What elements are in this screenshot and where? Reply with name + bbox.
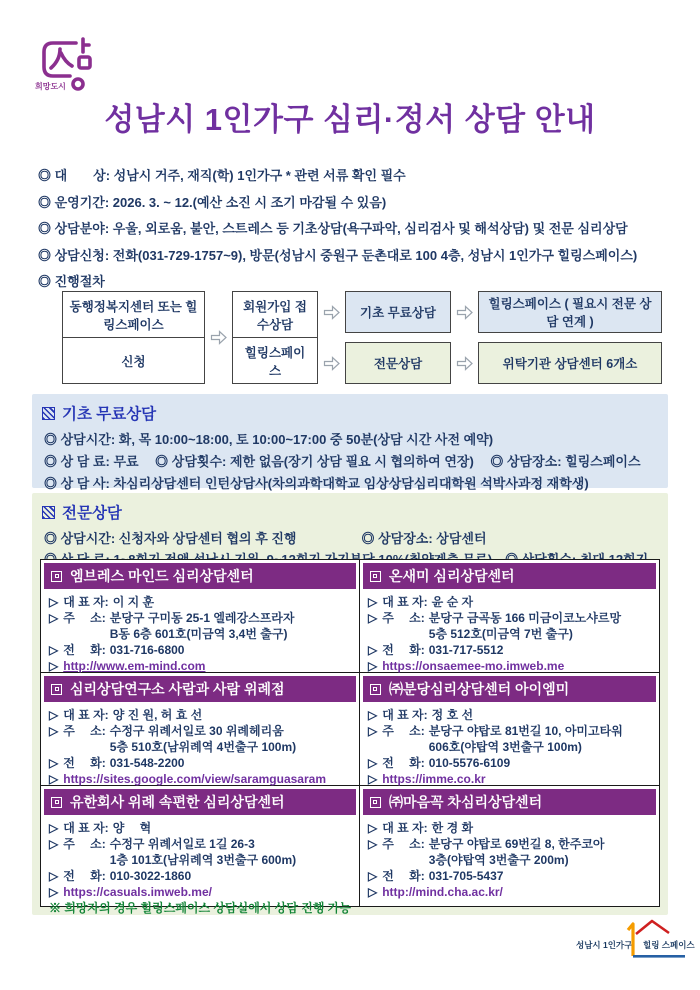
nested-square-icon	[370, 684, 381, 695]
center-ceo-row: ▷ 대 표 자: 양 혁	[49, 821, 152, 835]
city-brand-text: 희망도시	[35, 82, 66, 91]
footer-logo-left-text: 성남시 1인가구	[576, 940, 633, 950]
triangle-bullet-icon: ▷	[49, 772, 59, 786]
center-card-header	[363, 563, 656, 589]
triangle-bullet-icon: ▷	[367, 821, 378, 835]
nested-square-icon	[51, 797, 62, 808]
center-ceo-row: ▷ 대 표 자: 윤 순 자	[367, 595, 474, 609]
overview-target: ◎ 대 상: 성남시 거주, 재직(학) 1인가구 * 관련 서류 확인 필수	[38, 168, 406, 183]
triangle-bullet-icon: ▷	[49, 595, 59, 609]
center-card-body	[41, 818, 359, 918]
center-card	[41, 673, 359, 785]
flow-intake-bottom: 힐링스페이스	[244, 345, 306, 378]
center-name: ㈜마음꼭 차심리상담센터	[388, 794, 543, 810]
flow-intake-top: 회원가입 접수상담	[233, 292, 317, 338]
center-name: 유한회사 위례 속편한 심리상담센터	[70, 794, 285, 810]
triangle-bullet-icon: ▷	[367, 659, 378, 673]
basic-hours: ◎ 상담시간: 화, 목 10:00~18:00, 토 10:00~17:00 중 50분(상담 시간 사전 예약)	[44, 432, 494, 447]
center-card-header	[44, 789, 356, 815]
center-website-row	[49, 658, 351, 674]
center-card-body	[360, 705, 659, 789]
center-address-row: ▷ 주 소: 분당구 야탑로 69번길 8, 한주코아 3층(야탑역 3번출구 200m)	[367, 837, 605, 867]
center-website-link[interactable]: http://mind.cha.ac.kr/	[382, 885, 503, 899]
flow-arrow-icon	[209, 291, 228, 384]
overview-list	[38, 163, 637, 296]
center-website-row	[368, 771, 651, 787]
nested-square-icon	[51, 684, 62, 695]
triangle-bullet-icon: ▷	[49, 821, 59, 835]
center-address-row: ▷ 주 소: 분당구 야탑로 81번길 10, 아미고타워 606호(야탑역 3번출구 100m)	[367, 724, 623, 754]
center-card-header	[44, 563, 356, 589]
center-website-row	[368, 884, 651, 900]
nested-square-icon	[370, 797, 381, 808]
flow-basic-path	[322, 291, 662, 333]
center-name: 온새미 심리상담센터	[388, 568, 515, 584]
pro-section-title: 전문상담	[62, 505, 122, 522]
triangle-bullet-icon: ▷	[49, 724, 59, 738]
overview-process-label: ◎ 진행절차	[38, 274, 105, 289]
center-website-row	[368, 658, 651, 674]
hatched-square-icon	[42, 506, 55, 519]
center-card	[360, 786, 659, 906]
center-ceo-row: ▷ 대 표 자: 양 진 원, 허 효 선	[49, 708, 203, 722]
pro-counseling-section	[32, 493, 668, 915]
triangle-bullet-icon: ▷	[367, 611, 378, 625]
page-title: 성남시 1인가구 심리·정서 상담 안내	[104, 102, 596, 137]
center-card-header	[363, 789, 656, 815]
pro-hours-place: ◎ 상담시간: 신청자와 상담센터 협의 후 진행 ◎ 상담장소: 상담센터	[44, 531, 487, 546]
seongnam-city-logo	[34, 36, 104, 96]
center-phone-row: ▷ 전 화: 031-548-2200	[49, 756, 185, 770]
flow-intake-box	[232, 291, 318, 384]
triangle-bullet-icon: ▷	[367, 772, 378, 786]
flow-pro-path	[322, 342, 662, 384]
center-phone-row: ▷ 전 화: 010-3022-1860	[49, 869, 192, 883]
triangle-bullet-icon: ▷	[49, 708, 59, 722]
centers-grid	[40, 559, 660, 915]
basic-counseling-section	[32, 394, 668, 491]
flow-pro-dest: 위탁기관 상담센터 6개소	[478, 342, 662, 384]
flow-arrow-icon	[322, 291, 341, 333]
center-website-link[interactable]: https://sites.google.com/view/saramguasaram	[63, 772, 326, 786]
triangle-bullet-icon: ▷	[367, 756, 378, 770]
flow-arrow-icon	[455, 291, 474, 333]
center-card	[360, 560, 659, 672]
center-website-row	[49, 771, 351, 787]
pro-section-header	[32, 493, 668, 523]
center-card-body	[41, 592, 359, 676]
center-website-link[interactable]: https://imme.co.kr	[382, 772, 486, 786]
nested-square-icon	[51, 571, 62, 582]
center-note: ※ 희망자의 경우 힐링스페이스 상담실에서 상담 진행 가능	[49, 901, 351, 915]
triangle-bullet-icon: ▷	[49, 611, 59, 625]
center-name: 심리상담연구소 사람과 사람 위례점	[70, 681, 285, 697]
basic-section-header	[32, 394, 668, 424]
center-website-link[interactable]: http://www.em-mind.com	[63, 659, 206, 673]
triangle-bullet-icon: ▷	[49, 885, 59, 899]
triangle-bullet-icon: ▷	[49, 643, 59, 657]
center-phone-row: ▷ 전 화: 031-705-5437	[367, 869, 504, 883]
center-card-body	[41, 705, 359, 789]
triangle-bullet-icon: ▷	[49, 837, 59, 851]
flow-arrow-icon	[322, 342, 341, 384]
flow-apply-bottom: 신청	[121, 354, 146, 369]
flow-basic-step: 기초 무료상담	[345, 291, 451, 333]
overview-fields: ◎ 상담분야: 우울, 외로움, 불안, 스트레스 등 기초상담(욕구파악, 심리검사 및 해석상담) 및 전문 심리상담	[38, 221, 628, 236]
overview-period: ◎ 운영기간: 2026. 3. ~ 12.(예산 소진 시 조기 마감될 수 있음)	[38, 194, 387, 210]
triangle-bullet-icon: ▷	[367, 837, 378, 851]
process-flowchart	[62, 291, 662, 384]
basic-section-title: 기초 무료상담	[62, 406, 157, 423]
center-address-row: ▷ 주 소: 수정구 위례서일로 30 위례헤리움 5층 510호(남위례역 4번출구 100m)	[49, 724, 297, 754]
basic-section-details	[32, 424, 668, 495]
flow-pro-step: 전문상담	[345, 342, 451, 384]
center-phone-row: ▷ 전 화: 031-716-6800	[49, 643, 185, 657]
center-name: ㈜분당심리상담센터 아이엠미	[388, 681, 570, 697]
seongnam-logo-mark-icon	[34, 36, 104, 96]
center-card-body	[360, 818, 659, 902]
healing-space-logo-icon	[576, 918, 694, 962]
hatched-square-icon	[42, 407, 55, 420]
center-card	[41, 560, 359, 672]
flow-apply-top: 동행정복지센터 또는 힐링스페이스	[63, 292, 204, 338]
center-card	[41, 786, 359, 915]
flow-paths	[322, 291, 662, 384]
triangle-bullet-icon: ▷	[367, 869, 378, 883]
flow-arrow-icon	[455, 342, 474, 384]
triangle-bullet-icon: ▷	[367, 643, 378, 657]
triangle-bullet-icon: ▷	[49, 869, 59, 883]
center-phone-row: ▷ 전 화: 010-5576-6109	[367, 756, 511, 770]
center-ceo-row: ▷ 대 표 자: 이 지 훈	[49, 595, 155, 609]
healing-space-logo	[576, 918, 694, 967]
center-website-link[interactable]: https://onsaemee-mo.imweb.me	[382, 659, 565, 673]
basic-counselors: ◎ 상 담 사: 차심리상담센터 인턴상담사(차의과학대학교 임상상담심리대학원 석박사과정 재학생)	[44, 476, 589, 491]
center-ceo-row: ▷ 대 표 자: 한 경 화	[367, 821, 474, 835]
center-name: 엠브레스 마인드 심리상담센터	[70, 568, 254, 584]
triangle-bullet-icon: ▷	[367, 724, 378, 738]
nested-square-icon	[370, 571, 381, 582]
center-address-row: ▷ 주 소: 수정구 위례서일로 1길 26-3 1층 101호(남위례역 3번출구 600m)	[49, 837, 297, 867]
center-website-row	[49, 884, 351, 900]
triangle-bullet-icon: ▷	[49, 659, 59, 673]
center-phone-row: ▷ 전 화: 031-717-5512	[367, 643, 504, 657]
center-address-row: ▷ 주 소: 분당구 금곡동 166 미금이코노샤르망 5층 512호(미금역 7번 출구)	[367, 611, 622, 641]
triangle-bullet-icon: ▷	[367, 885, 378, 899]
flow-basic-dest: 힐링스페이스 ( 필요시 전문 상담 연계 )	[478, 291, 662, 333]
center-card-header	[44, 676, 356, 702]
basic-fee-count-place: ◎ 상 담 료: 무료 ◎ 상담횟수: 제한 없음(장기 상담 필요 시 협의하여 연장) ◎ 상담장소: 힐링스페이스	[44, 454, 641, 469]
center-address-row: ▷ 주 소: 분당구 구미동 25-1 엘레강스프라자 B동 6층 601호(미금역 3,4번 출구)	[49, 611, 295, 641]
triangle-bullet-icon: ▷	[367, 708, 378, 722]
triangle-bullet-icon: ▷	[367, 595, 378, 609]
center-card	[360, 673, 659, 785]
overview-apply: ◎ 상담신청: 전화(031-729-1757~9), 방문(성남시 중원구 둔촌대로 100 4층, 성남시 1인가구 힐링스페이스)	[38, 247, 638, 263]
center-ceo-row: ▷ 대 표 자: 정 호 선	[367, 708, 474, 722]
flow-apply-box	[62, 291, 205, 384]
center-card-header	[363, 676, 656, 702]
center-card-body	[360, 592, 659, 676]
triangle-bullet-icon: ▷	[49, 756, 59, 770]
footer-logo-right-text: 힐링 스페이스	[643, 940, 695, 950]
center-website-link[interactable]: https://casuals.imweb.me/	[63, 885, 212, 899]
